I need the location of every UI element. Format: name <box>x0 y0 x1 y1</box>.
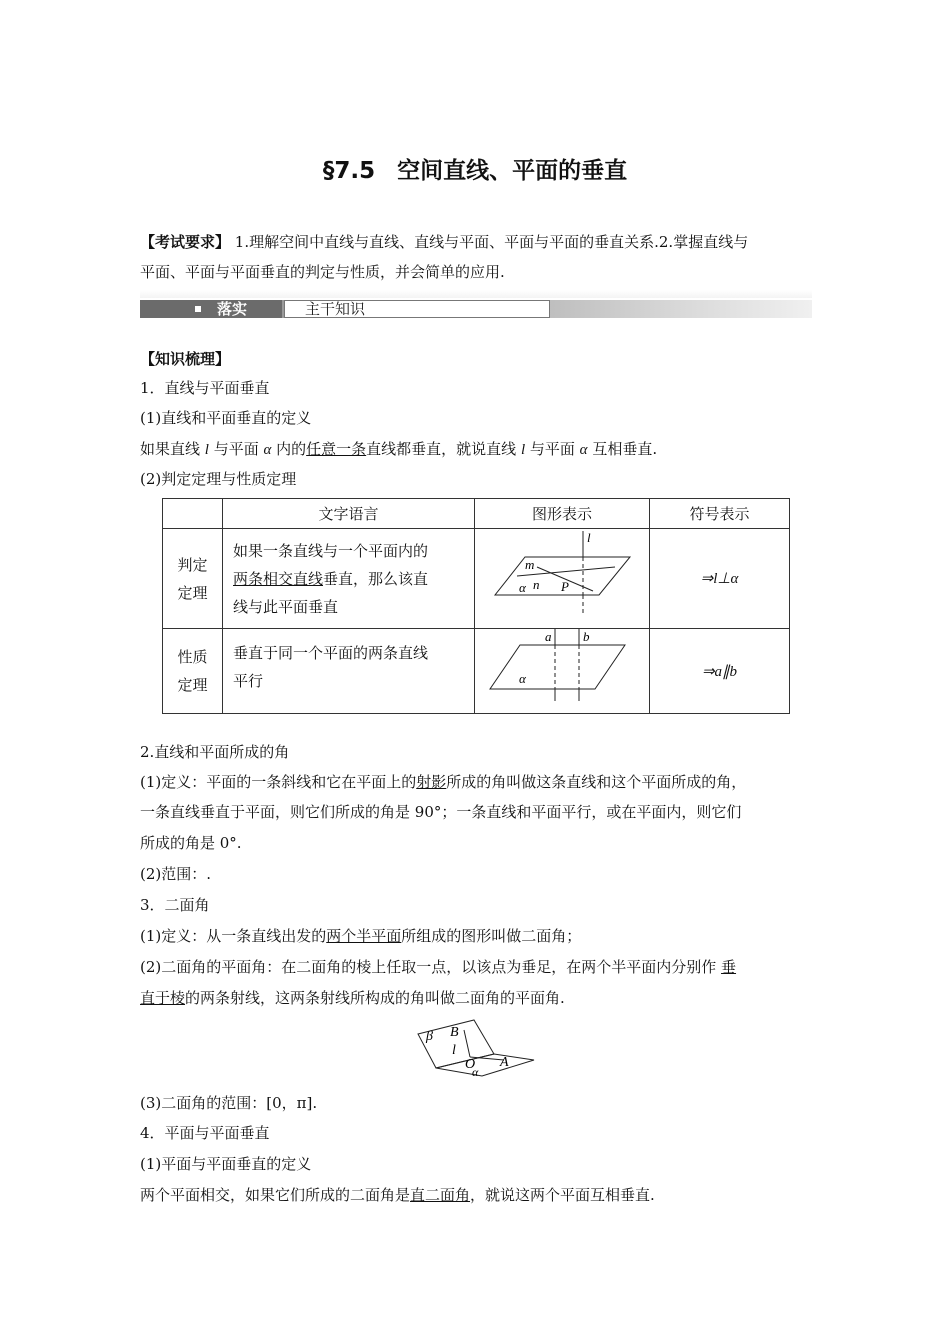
label-alpha: α <box>472 1065 479 1078</box>
row-text: 如果一条直线与一个平面内的 两条相交直线垂直，那么该直 线与此平面垂直 <box>223 529 475 629</box>
label-n: n <box>533 577 540 592</box>
figure-cell <box>475 629 650 714</box>
table-row <box>163 529 790 629</box>
s1-sub1: (1)直线和平面垂直的定义 <box>140 409 312 427</box>
s3-definition: (1)定义：从一条直线出发的两个半平面所组成的图形叫做二面角； <box>140 927 582 945</box>
label-l: l <box>452 1043 456 1058</box>
s4-heading: 4．平面与平面垂直 <box>140 1124 270 1142</box>
label-b: b <box>583 629 590 644</box>
label-P: P <box>561 579 569 594</box>
label-alpha: α <box>519 580 526 595</box>
requirements-line-2: 平面、平面与平面垂直的判定与性质，并会简单的应用. <box>140 263 505 281</box>
key-term: 两个半平面 <box>326 927 402 945</box>
perpendicular-lines-parallel-figure <box>475 629 649 713</box>
column-header: 图形表示 <box>475 499 650 529</box>
square-bullet-icon <box>195 306 201 312</box>
key-term: 射影 <box>416 773 447 791</box>
s2-heading: 2.直线和平面所成的角 <box>140 743 290 761</box>
label-alpha: α <box>519 671 526 686</box>
s1-definition: 如果直线 l 与平面 α 内的任意一条直线都垂直，就说直线 l 与平面 α 互相垂直. <box>140 440 658 458</box>
page-title <box>0 152 950 185</box>
label-m: m <box>525 557 535 572</box>
s2-definition-line-1: (1)定义：平面的一条斜线和它在平面上的射影所成的角叫做这条直线和这个平面所成的角， <box>140 773 747 791</box>
table-row <box>163 629 790 714</box>
key-term: 直二面角 <box>410 1186 471 1204</box>
label-A: A <box>500 1055 509 1070</box>
banner-dark-tab: 落实 <box>140 300 282 318</box>
key-term: 垂 <box>721 958 737 976</box>
s3-plane-angle-line-1: (2)二面角的平面角：在二面角的棱上任取一点，以该点为垂足，在两个半平面内分别作 垂 <box>140 958 737 976</box>
key-term: 任意一条 <box>306 440 367 458</box>
section-banner <box>140 290 812 326</box>
symbol-cell: ⇒a∥b <box>650 629 790 714</box>
label-beta: β <box>426 1029 433 1044</box>
key-term: 直于棱 <box>140 989 186 1007</box>
s2-definition-line-2: 一条直线垂直于平面，则它们所成的角是 90°；一条直线和平面平行，或在平面内，则它们 <box>140 803 742 821</box>
s4-definition: 两个平面相交，如果它们所成的二面角是直二面角，就说这两个平面互相垂直. <box>140 1186 655 1204</box>
s3-heading: 3．二面角 <box>140 896 210 914</box>
row-label: 判定 定理 <box>163 529 223 629</box>
requirements-label: 【考试要求】 <box>140 233 231 251</box>
column-header: 符号表示 <box>650 499 790 529</box>
s2-range: (2)范围：. <box>140 865 212 883</box>
dihedral-angle-figure <box>414 1016 538 1078</box>
column-header: 文字语言 <box>223 499 475 529</box>
label-l: l <box>587 530 591 545</box>
s3-range: (3)二面角的范围：[0，π]. <box>140 1094 318 1112</box>
line-plane-perpendicular-figure <box>475 529 649 628</box>
banner-light-tab: 主干知识 <box>284 300 550 318</box>
figure-cell <box>475 529 650 629</box>
label-B: B <box>450 1025 459 1040</box>
section-number: §7.5 <box>322 158 376 184</box>
label-a: a <box>545 629 552 644</box>
s1-sub2: (2)判定定理与性质定理 <box>140 470 297 488</box>
row-label: 性质 定理 <box>163 629 223 714</box>
theorem-table <box>162 498 790 714</box>
s2-definition-line-3: 所成的角是 0°. <box>140 834 242 852</box>
knowledge-label: 【知识梳理】 <box>140 350 231 368</box>
s3-plane-angle-line-2: 直于棱的两条射线，这两条射线所构成的角叫做二面角的平面角. <box>140 989 565 1007</box>
table-header-row <box>163 499 790 529</box>
label-O: O <box>465 1057 476 1072</box>
requirements-line-1: 【考试要求】 1.理解空间中直线与直线、直线与平面、平面与平面的垂直关系.2.掌握直线与 <box>140 233 749 251</box>
row-text: 垂直于同一个平面的两条直线 平行 <box>223 629 475 714</box>
s1-heading: 1．直线与平面垂直 <box>140 379 270 397</box>
section-title: 空间直线、平面的垂直 <box>397 158 628 184</box>
symbol-cell: ⇒l⊥α <box>650 529 790 629</box>
s4-sub1: (1)平面与平面垂直的定义 <box>140 1155 312 1173</box>
